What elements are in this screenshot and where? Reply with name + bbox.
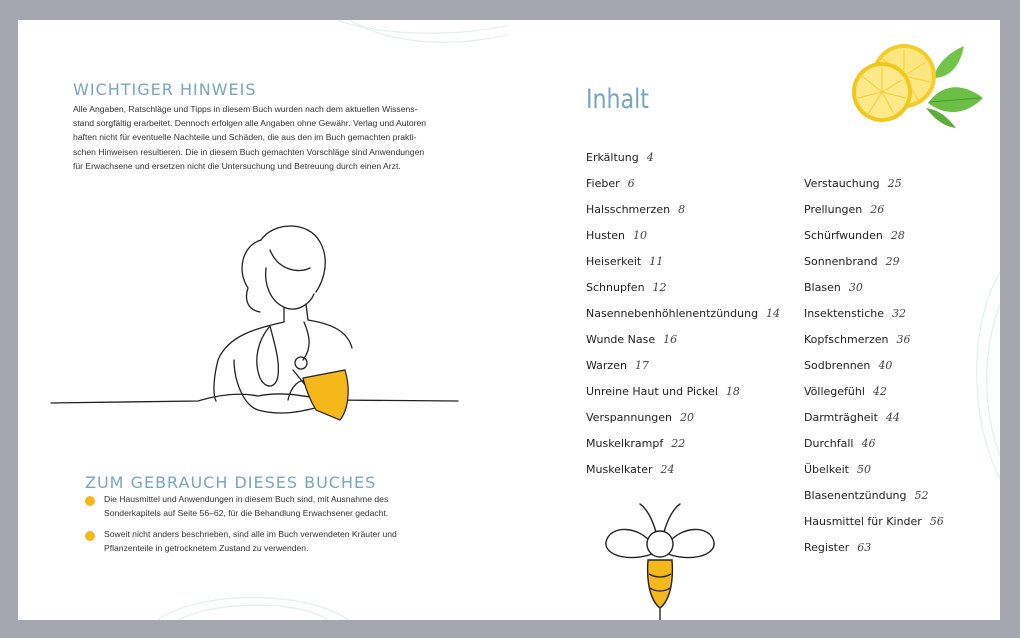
toc-page-number: 32 <box>892 307 907 320</box>
toc-page-number: 8 <box>678 203 686 216</box>
toc-entry[interactable] <box>586 301 780 327</box>
toc-entry-label: Durchfall <box>804 437 854 450</box>
toc-entry[interactable] <box>804 275 944 301</box>
toc-entry[interactable] <box>586 431 780 457</box>
toc-page-number: 6 <box>627 177 635 190</box>
toc-entry[interactable] <box>804 509 944 535</box>
toc-page-number: 28 <box>890 229 905 242</box>
bullet-dot <box>85 531 95 541</box>
toc-entry-label: Übelkeit <box>804 463 849 476</box>
notice-line: Alle Angaben, Ratschläge und Tipps in diesem Buch wurden nach dem aktuellen Wissens- <box>73 104 418 114</box>
toc-entry-label: Heiserkeit <box>586 255 642 268</box>
toc-page-number: 14 <box>766 307 781 320</box>
toc-column-left <box>586 145 780 483</box>
toc-entry[interactable] <box>586 249 780 275</box>
bullet-line: Die Hausmittel und Anwendungen in diesem Buch sind, mit Ausnahme des <box>104 494 389 504</box>
toc-page-number: 29 <box>885 255 900 268</box>
doctor-illustration <box>48 210 468 430</box>
usage-bullet <box>104 527 424 555</box>
toc-entry-label: Verstauchung <box>804 177 880 190</box>
toc-page-number: 22 <box>671 437 686 450</box>
toc-page-number: 50 <box>856 463 871 476</box>
toc-page-number: 12 <box>652 281 667 294</box>
toc-page-number: 40 <box>878 359 893 372</box>
toc-entry-label: Unreine Haut und Pickel <box>586 385 718 398</box>
notice-text <box>73 102 473 173</box>
toc-entry[interactable] <box>586 457 780 483</box>
toc-entry-label: Fieber <box>586 177 620 190</box>
notice-line: schen Hinweisen resultieren. Die in diesem Buch gemachten Vorschläge sind Anwendungen <box>73 146 425 157</box>
toc-page-number: 24 <box>660 463 675 476</box>
toc-entry-label: Erkältung <box>586 151 639 164</box>
toc-entry[interactable] <box>586 197 780 223</box>
toc-page-number: 44 <box>885 411 900 424</box>
toc-entry[interactable] <box>804 379 944 405</box>
toc-entry-label: Register <box>804 541 850 554</box>
toc-entry[interactable] <box>804 223 944 249</box>
toc-page-number: 18 <box>725 385 740 398</box>
toc-entry-label: Sodbrennen <box>804 359 871 372</box>
toc-entry[interactable] <box>804 249 944 275</box>
usage-bullet <box>104 492 424 520</box>
toc-entry[interactable] <box>804 405 944 431</box>
toc-page-number: 30 <box>848 281 863 294</box>
right-page <box>508 20 1000 620</box>
toc-entry[interactable] <box>804 171 944 197</box>
toc-page-number: 56 <box>929 515 944 528</box>
toc-entry[interactable] <box>586 379 780 405</box>
toc-entry-label: Darmträgheit <box>804 411 878 424</box>
toc-entry-label: Verspannungen <box>586 411 673 424</box>
bullet-line: Sonderkapitels auf Seite 56–62, für die Behandlung Erwachsener gedacht. <box>104 508 389 519</box>
toc-entry-label: Prellungen <box>804 203 863 216</box>
toc-entry-label: Husten <box>586 229 626 242</box>
toc-page-number: 42 <box>872 385 887 398</box>
toc-entry[interactable] <box>586 327 780 353</box>
left-page <box>18 20 508 620</box>
toc-entry-label: Muskelkater <box>586 463 653 476</box>
toc-entry[interactable] <box>804 353 944 379</box>
toc-entry[interactable] <box>804 431 944 457</box>
toc-entry[interactable] <box>804 483 944 509</box>
toc-entry-label: Halsschmerzen <box>586 203 671 216</box>
toc-title: Inhalt <box>586 84 649 115</box>
toc-page-number: 36 <box>896 333 911 346</box>
toc-entry-label: Muskelkrampf <box>586 437 664 450</box>
toc-entry-label: Schnupfen <box>586 281 645 294</box>
toc-page-number: 63 <box>857 541 872 554</box>
notice-line: stand sorgfältig erarbeitet. Dennoch erfolgen alle Angaben ohne Gewähr. Verlag und Autoren <box>73 118 427 129</box>
notice-heading: WICHTIGER HINWEIS <box>73 80 257 99</box>
notice-line: für Erwachsene und ersetzen nicht die Untersuchung und Betreuung durch einen Arzt. <box>73 160 401 171</box>
toc-entry-label: Blasenentzündung <box>804 489 907 502</box>
toc-page-number: 17 <box>634 359 649 372</box>
toc-entry-label: Insektenstiche <box>804 307 885 320</box>
toc-entry-label: Schürfwunden <box>804 229 883 242</box>
toc-entry[interactable] <box>586 405 780 431</box>
toc-entry[interactable] <box>586 171 780 197</box>
toc-page-number: 26 <box>870 203 885 216</box>
toc-page-number: 10 <box>633 229 648 242</box>
toc-entry[interactable] <box>804 197 944 223</box>
usage-heading: ZUM GEBRAUCH DIESES BUCHES <box>85 473 377 492</box>
toc-entry-label: Sonnenbrand <box>804 255 878 268</box>
toc-entry[interactable] <box>586 275 780 301</box>
toc-entry-label: Blasen <box>804 281 841 294</box>
toc-column-right <box>804 171 944 561</box>
toc-entry-label: Hausmittel für Kinder <box>804 515 922 528</box>
toc-entry[interactable] <box>804 327 944 353</box>
toc-page-number: 11 <box>649 255 664 268</box>
toc-page-number: 25 <box>887 177 902 190</box>
toc-entry-label: Kopfschmerzen <box>804 333 889 346</box>
bee-illustration <box>600 498 720 620</box>
lemon-illustration <box>838 38 988 138</box>
toc-page-number: 52 <box>914 489 929 502</box>
toc-page-number: 20 <box>680 411 695 424</box>
toc-page-number: 16 <box>663 333 678 346</box>
toc-page-number: 4 <box>646 151 654 164</box>
bullet-dot <box>85 496 95 506</box>
toc-entry[interactable] <box>804 535 944 561</box>
toc-entry-label: Warzen <box>586 359 627 372</box>
toc-entry[interactable] <box>586 223 780 249</box>
toc-page-number: 46 <box>861 437 876 450</box>
book-spread <box>18 20 1000 620</box>
toc-entry-label: Völlegefühl <box>804 385 865 398</box>
toc-entry[interactable] <box>586 145 780 171</box>
toc-entry[interactable] <box>804 301 944 327</box>
toc-entry-label: Nasennebenhöhlenentzündung <box>586 307 759 320</box>
notice-line: haften nicht für eventuelle Nachteile und Schäden, die aus den im Buch gemachten prakti- <box>73 132 417 143</box>
bullet-line: Soweit nicht anders beschrieben, sind alle im Buch verwendeten Kräuter und <box>104 529 397 539</box>
toc-entry[interactable] <box>804 457 944 483</box>
toc-entry-label: Wunde Nase <box>586 333 656 346</box>
toc-entry[interactable] <box>586 353 780 379</box>
bullet-line: Pflanzenteile in getrocknetem Zustand zu verwenden. <box>104 543 309 554</box>
